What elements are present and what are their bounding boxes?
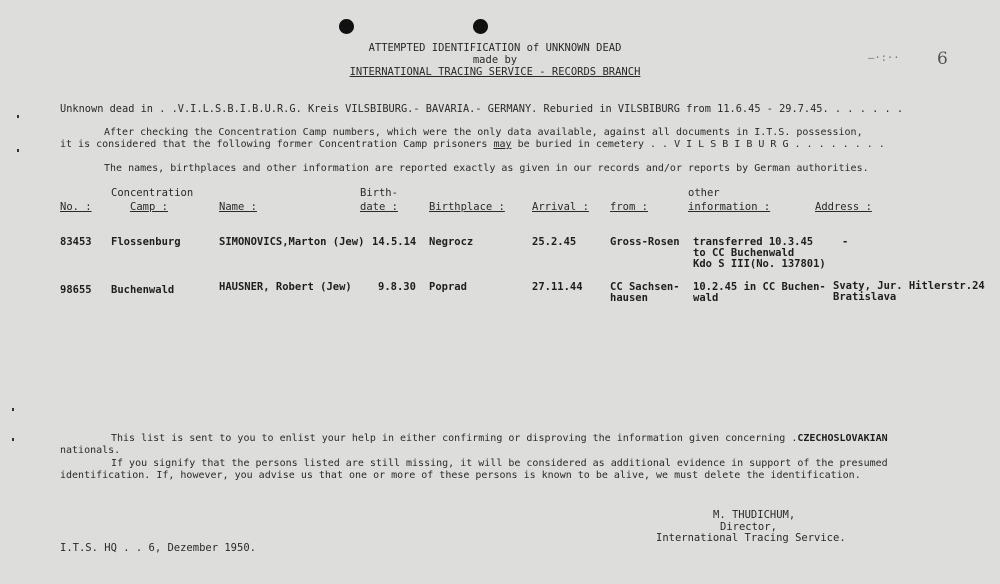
intro-paragraph-line2: it is considered that the following former Concentration Camp prisoners may be buried in cemetery . . V I L S B I B U R G . . . . . . . . xyxy=(60,139,885,150)
row1-address: - xyxy=(842,236,849,248)
page-number: 6 xyxy=(937,49,948,69)
signature-name: M. THUDICHUM, xyxy=(713,509,796,521)
row2-other-line2: wald xyxy=(693,292,719,304)
row2-from-line2: hausen xyxy=(610,292,648,304)
header-subtitle: made by xyxy=(472,54,518,66)
unknown-dead-line: Unknown dead in . .V.I.L.S.B.I.B.U.R.G. Kreis VILSBIBURG.- BAVARIA.- GERMANY. Reburied in VILSBIBURG from 11.6.45 - 29.7.45. . . . . . . xyxy=(60,103,904,115)
signature-organization: International Tracing Service. xyxy=(656,532,846,544)
row1-no: 83453 xyxy=(60,236,92,248)
row2-other-line1: 10.2.45 in CC Buchen- xyxy=(693,281,826,293)
header-camp-line2: Camp : xyxy=(130,201,168,213)
row1-name: SIMONOVICS,Marton (Jew) xyxy=(219,236,365,248)
punch-hole-right xyxy=(473,19,488,34)
header-arrival: Arrival : xyxy=(532,201,589,213)
row2-address-line2: Bratislava xyxy=(833,291,897,303)
header-title: ATTEMPTED IDENTIFICATION of UNKNOWN DEAD xyxy=(368,42,622,54)
header-birthdate-line1: Birth- xyxy=(360,187,398,199)
row2-no: 98655 xyxy=(60,284,92,296)
header-birthplace: Birthplace : xyxy=(429,201,505,213)
page-stamp: —·:·· xyxy=(868,52,900,64)
margin-mark xyxy=(12,438,14,441)
row1-camp: Flossenburg xyxy=(111,236,181,248)
header-address: Address : xyxy=(815,201,872,213)
row2-name: HAUSNER, Robert (Jew) xyxy=(219,281,352,293)
row2-arrival: 27.11.44 xyxy=(532,281,583,293)
row2-birthdate: 9.8.30 xyxy=(378,281,416,293)
row2-address-line1: Svaty, Jur. Hitlerstr.24 xyxy=(833,280,985,292)
footer-notice-line2: identification. If, however, you advise us that one or more of these persons is known to be alive, we must delete the identification. xyxy=(60,470,861,481)
footer-request-line1: This list is sent to you to enlist your help in either confirming or disproving the information given concerning .CZECHOSLOVAKIAN xyxy=(111,433,888,444)
intro-paragraph-line1: After checking the Concentration Camp numbers, which were the only data available, against all documents in I.T.S. possession, xyxy=(104,127,863,138)
header-name: Name : xyxy=(219,201,257,213)
punch-hole-left xyxy=(339,19,354,34)
footer-request-line2: nationals. xyxy=(60,445,121,456)
row2-camp: Buchenwald xyxy=(111,284,175,296)
header-camp-line1: Concentration xyxy=(111,187,194,199)
row1-other-line2: to CC Buchenwald xyxy=(693,247,795,259)
margin-mark xyxy=(17,115,19,118)
row1-other-line1: transferred 10.3.45 xyxy=(693,236,814,248)
header-other-line2: information : xyxy=(688,201,771,213)
row2-from-line1: CC Sachsen- xyxy=(610,281,680,293)
header-other-line1: other xyxy=(688,187,720,199)
margin-mark xyxy=(17,149,19,152)
row1-birthplace: Negrocz xyxy=(429,236,474,248)
row1-birthdate: 14.5.14 xyxy=(372,236,417,248)
signature-title: Director, xyxy=(720,521,777,533)
row1-other-line3: Kdo S III(No. 137801) xyxy=(693,258,826,270)
margin-mark xyxy=(12,408,14,411)
footer-notice-line1: If you signify that the persons listed are still missing, it will be considered as additional evidence in support of the presumed xyxy=(111,458,888,469)
row1-arrival: 25.2.45 xyxy=(532,236,577,248)
header-birthdate-line2: date : xyxy=(360,201,398,213)
header-no: No. : xyxy=(60,201,92,213)
place-date: I.T.S. HQ . . 6, Dezember 1950. xyxy=(60,542,256,554)
header-organization: INTERNATIONAL TRACING SERVICE - RECORDS BRANCH xyxy=(349,66,641,78)
header-from: from : xyxy=(610,201,648,213)
row1-from: Gross-Rosen xyxy=(610,236,680,248)
row2-birthplace: Poprad xyxy=(429,281,467,293)
records-note: The names, birthplaces and other information are reported exactly as given in our records and/or reports by German authorities. xyxy=(104,163,869,174)
